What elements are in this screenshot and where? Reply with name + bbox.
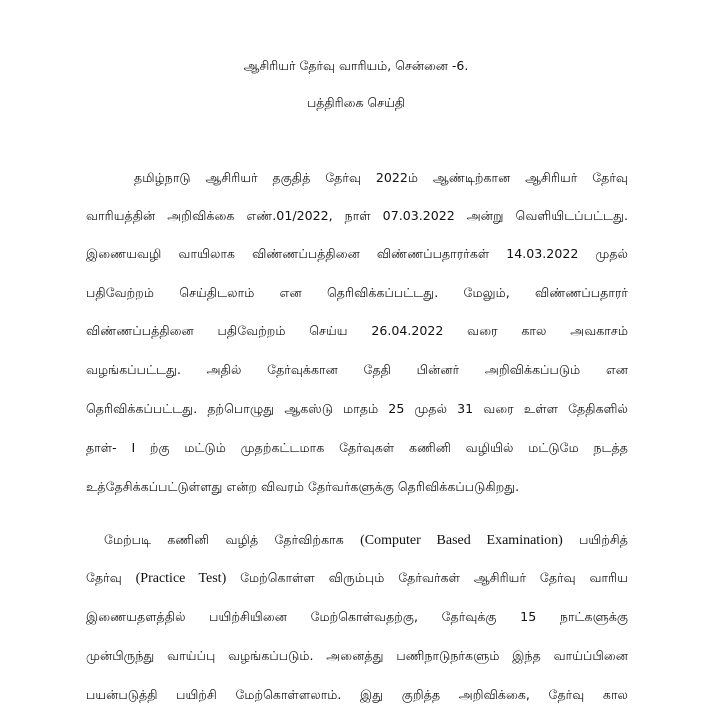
paragraph-1-line: உத்தேசிக்கப்பட்டுள்ளது என்ற விவரம் தேர்வர்களுக்கு தெரிவிக்கப்படுகிறது. <box>86 479 520 494</box>
english-term: (Practice Test) <box>135 571 227 586</box>
paragraph-1-line: பதிவேற்றம் செய்திடலாம் என தெரிவிக்கப்பட்டது. மேலும், விண்ணப்பதாரர் <box>86 285 628 300</box>
paragraph-2-text: தேர்வு <box>86 570 122 585</box>
paragraph-1-line: வழங்கப்பட்டது. அதில் தேர்வுக்கான தேதி பின்னர் அறிவிக்கப்படும் என <box>86 362 628 377</box>
paragraph-2-line: இணையதளத்தில் பயிற்சியினை மேற்கொள்வதற்கு, தேர்வுக்கு 15 நாட்களுக்கு <box>86 609 628 624</box>
document-subtitle: பத்திரிகை செய்தி <box>306 95 406 110</box>
english-term: (Computer Based Examination) <box>360 533 563 548</box>
paragraph-2-line: முன்பிருந்து வாய்ப்பு வழங்கப்படும். அனைத்து பணிநாடுநர்களும் இந்த வாய்ப்பினை <box>86 648 628 663</box>
paragraph-1-line: தாள்- I ற்கு மட்டும் முதற்கட்டமாக தேர்வுகள் கணினி வழியில் மட்டுமே நடத்த <box>86 440 628 455</box>
paragraph-2-line <box>104 532 628 549</box>
paragraph-1-line: விண்ணப்பத்தினை பதிவேற்றம் செய்ய 26.04.2022 வரை கால அவகாசம் <box>86 323 628 338</box>
paragraph-2-line <box>86 570 628 587</box>
paragraph-1-line: தமிழ்நாடு ஆசிரியர் தகுதித் தேர்வு 2022ம் ஆண்டிற்கான ஆசிரியர் தேர்வு <box>134 170 628 185</box>
board-title: ஆசிரியர் தேர்வு வாரியம், சென்னை -6. <box>243 58 469 73</box>
paragraph-2-text: மேற்படி கணினி வழித் தேர்விற்காக <box>104 532 344 547</box>
paragraph-1-line: வாரியத்தின் அறிவிக்கை எண்.01/2022, நாள் 07.03.2022 அன்று வெளியிடப்பட்டது. <box>86 208 628 223</box>
paragraph-1-line: இணையவழி வாயிலாக விண்ணப்பத்தினை விண்ணப்பதாரர்கள் 14.03.2022 முதல் <box>86 246 628 261</box>
paragraph-2-line: பயன்படுத்தி பயிற்சி மேற்கொள்ளலாம். இது குறித்த அறிவிக்கை, தேர்வு கால <box>86 687 628 702</box>
paragraph-2-text: மேற்கொள்ள விரும்பும் தேர்வர்கள் ஆசிரியர் தேர்வு வாரிய <box>240 570 628 585</box>
paragraph-1-line: தெரிவிக்கப்பட்டது. தற்பொழுது ஆகஸ்டு மாதம் 25 முதல் 31 வரை உள்ள தேதிகளில் <box>86 401 628 416</box>
paragraph-2-text: பயிற்சித் <box>579 532 628 547</box>
